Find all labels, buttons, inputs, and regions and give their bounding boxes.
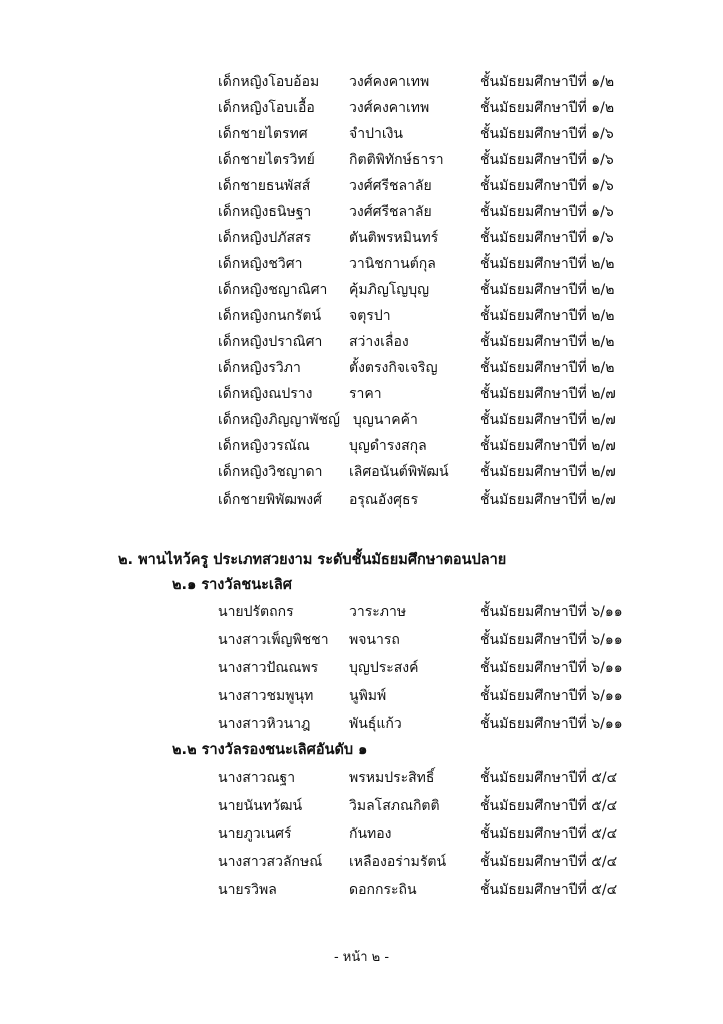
table-row (0, 201, 723, 223)
table-row (0, 879, 723, 901)
table-row (0, 331, 723, 353)
student-grade: ชั้นมัธยมศึกษาปีที่ ๑/๒ (480, 74, 615, 90)
student-surname: นูพิมพ์ (349, 688, 387, 704)
student-name: นายรวิพล (218, 882, 277, 898)
student-name: นางสาวเพ็ญพิชชา (218, 632, 329, 648)
student-name: เด็กหญิงโอบเอื้อ (218, 100, 315, 116)
table-row (0, 279, 723, 301)
student-surname: กิตติพิทักษ์ธารา (349, 152, 444, 168)
student-surname: ดอกกระถิน (349, 882, 417, 898)
student-surname: วิมลโสภณกิตติ (349, 798, 440, 814)
student-grade: ชั้นมัธยมศึกษาปีที่ ๒/๒ (480, 308, 615, 324)
table-row (0, 409, 723, 431)
table-row (0, 461, 723, 483)
table-row (0, 227, 723, 249)
student-surname: เหลืองอร่ามรัตน์ (349, 854, 447, 870)
student-grade: ชั้นมัธยมศึกษาปีที่ ๒/๗ (480, 464, 616, 480)
student-surname: วงศ์ศรีชลาลัย (349, 204, 432, 220)
student-grade: ชั้นมัธยมศึกษาปีที่ ๑/๖ (480, 204, 614, 220)
student-grade: ชั้นมัธยมศึกษาปีที่ ๖/๑๑ (480, 660, 623, 676)
table-row (0, 149, 723, 171)
student-name: เด็กชายธนพัสส์ (218, 178, 311, 194)
student-surname: พันธุ์แก้ว (349, 716, 402, 732)
student-surname: เลิศอนันต์พิพัฒน์ (349, 464, 449, 480)
student-surname: วานิชกานต์กุล (349, 256, 436, 272)
student-surname: วงศ์คงคาเทพ (349, 74, 430, 90)
table-row (0, 357, 723, 379)
student-name: เด็กหญิงรวิภา (218, 360, 301, 376)
student-grade: ชั้นมัธยมศึกษาปีที่ ๒/๒ (480, 282, 615, 298)
student-name: นายนันทวัฒน์ (218, 798, 303, 814)
student-grade: ชั้นมัธยมศึกษาปีที่ ๖/๑๑ (480, 604, 623, 620)
student-surname: บุญดำรงสกุล (349, 438, 427, 454)
table-row (0, 71, 723, 93)
student-name: เด็กชายพิพัฒพงศ์ (218, 492, 322, 508)
table-row (0, 685, 723, 707)
student-name: เด็กหญิงปภัสสร (218, 230, 312, 246)
table-row (0, 383, 723, 405)
student-name: เด็กหญิงกนกรัตน์ (218, 308, 322, 324)
student-surname: พจนารถ (349, 632, 400, 648)
student-grade: ชั้นมัธยมศึกษาปีที่ ๖/๑๑ (480, 632, 623, 648)
student-grade: ชั้นมัธยมศึกษาปีที่ ๒/๗ (480, 438, 616, 454)
student-surname: ตันติพรหมินทร์ (349, 230, 439, 246)
student-grade: ชั้นมัธยมศึกษาปีที่ ๒/๗ (480, 412, 616, 428)
student-name: เด็กหญิงณปราง (218, 386, 313, 402)
student-name: เด็กหญิงชวิศา (218, 256, 303, 272)
student-surname: วงศ์คงคาเทพ (349, 100, 430, 116)
table-row (0, 175, 723, 197)
student-grade: ชั้นมัธยมศึกษาปีที่ ๒/๒ (480, 256, 615, 272)
table-row (0, 305, 723, 327)
table-row (0, 767, 723, 789)
table-row (0, 489, 723, 511)
student-grade: ชั้นมัธยมศึกษาปีที่ ๒/๗ (480, 386, 616, 402)
student-name: นางสาวสวลักษณ์ (218, 854, 323, 870)
student-name: นางสาวหิวนาฎ (218, 716, 311, 732)
table-row (0, 851, 723, 873)
table-row (0, 253, 723, 275)
table-row (0, 97, 723, 119)
student-surname: สว่างเลื่อง (349, 334, 409, 350)
student-name: เด็กหญิงปราณิศา (218, 334, 323, 350)
student-surname: จำปาเงิน (349, 126, 404, 142)
student-surname: ตั้งตรงกิจเจริญ (349, 360, 438, 376)
student-surname: พรหมประสิทธิ์ (349, 770, 435, 786)
student-grade: ชั้นมัธยมศึกษาปีที่ ๕/๔ (480, 798, 618, 814)
student-grade: ชั้นมัธยมศึกษาปีที่ ๑/๖ (480, 152, 614, 168)
student-surname: ราคา (349, 386, 382, 402)
student-surname: กันทอง (349, 826, 392, 842)
student-name: เด็กหญิงวรณัณ (218, 438, 310, 454)
page-number: - หน้า ๒ - (333, 950, 390, 965)
student-surname: คุ้มภิญโญบุญ (349, 282, 430, 298)
student-grade: ชั้นมัธยมศึกษาปีที่ ๒/๒ (480, 334, 615, 350)
student-name: นายภูวเนศร์ (218, 826, 292, 842)
student-name: นางสาวณฐา (218, 770, 296, 786)
student-grade: ชั้นมัธยมศึกษาปีที่ ๖/๑๑ (480, 716, 623, 732)
student-name: เด็กหญิงวิชญาดา (218, 464, 323, 480)
table-row (0, 629, 723, 651)
student-name: นางสาวปัณณพร (218, 660, 319, 676)
student-name: เด็กหญิงชญาณิศา (218, 282, 328, 298)
student-grade: ชั้นมัธยมศึกษาปีที่ ๕/๔ (480, 854, 618, 870)
subsection-heading: ๒.๒ รางวัลรองชนะเลิศอันดับ ๑ (172, 742, 368, 758)
student-name: นายปรัตถกร (218, 604, 294, 620)
table-row (0, 713, 723, 735)
student-grade: ชั้นมัธยมศึกษาปีที่ ๕/๔ (480, 882, 618, 898)
table-row (0, 657, 723, 679)
student-grade: ชั้นมัธยมศึกษาปีที่ ๑/๖ (480, 230, 614, 246)
table-row (0, 123, 723, 145)
student-surname: จตุรปา (349, 308, 391, 324)
table-row (0, 435, 723, 457)
student-grade: ชั้นมัธยมศึกษาปีที่ ๒/๗ (480, 492, 616, 508)
student-surname: บุญประสงค์ (349, 660, 419, 676)
table-row (0, 795, 723, 817)
student-name: เด็กชายไตรทศ (218, 126, 308, 142)
student-grade: ชั้นมัธยมศึกษาปีที่ ๑/๖ (480, 178, 614, 194)
subsection-heading: ๒.๑ รางวัลชนะเลิศ (172, 577, 292, 593)
student-surname: วงศ์ศรีชลาลัย (349, 178, 432, 194)
student-name: เด็กหญิงโอบอ้อม (218, 74, 320, 90)
student-grade: ชั้นมัธยมศึกษาปีที่ ๑/๖ (480, 126, 614, 142)
student-grade: ชั้นมัธยมศึกษาปีที่ ๑/๒ (480, 100, 615, 116)
table-row (0, 601, 723, 623)
student-name: เด็กหญิงธนิษฐา (218, 204, 312, 220)
student-grade: ชั้นมัธยมศึกษาปีที่ ๕/๔ (480, 826, 618, 842)
student-surname: วาระภาษ (349, 604, 407, 620)
section-heading: ๒. พานไหว้ครู ประเภทสวยงาม ระดับชั้นมัธยมศึกษาตอนปลาย (118, 552, 507, 568)
table-row (0, 823, 723, 845)
student-surname: อรุณอังศุธร (349, 492, 419, 508)
student-grade: ชั้นมัธยมศึกษาปีที่ ๖/๑๑ (480, 688, 623, 704)
student-grade: ชั้นมัธยมศึกษาปีที่ ๕/๔ (480, 770, 618, 786)
student-surname: บุญนาคค้า (353, 412, 418, 428)
student-name: เด็กหญิงภิญญาพัชญ์ (218, 412, 340, 428)
student-name: นางสาวชมพูนุท (218, 688, 314, 704)
student-name: เด็กชายไตรวิทย์ (218, 152, 315, 168)
student-grade: ชั้นมัธยมศึกษาปีที่ ๒/๒ (480, 360, 615, 376)
